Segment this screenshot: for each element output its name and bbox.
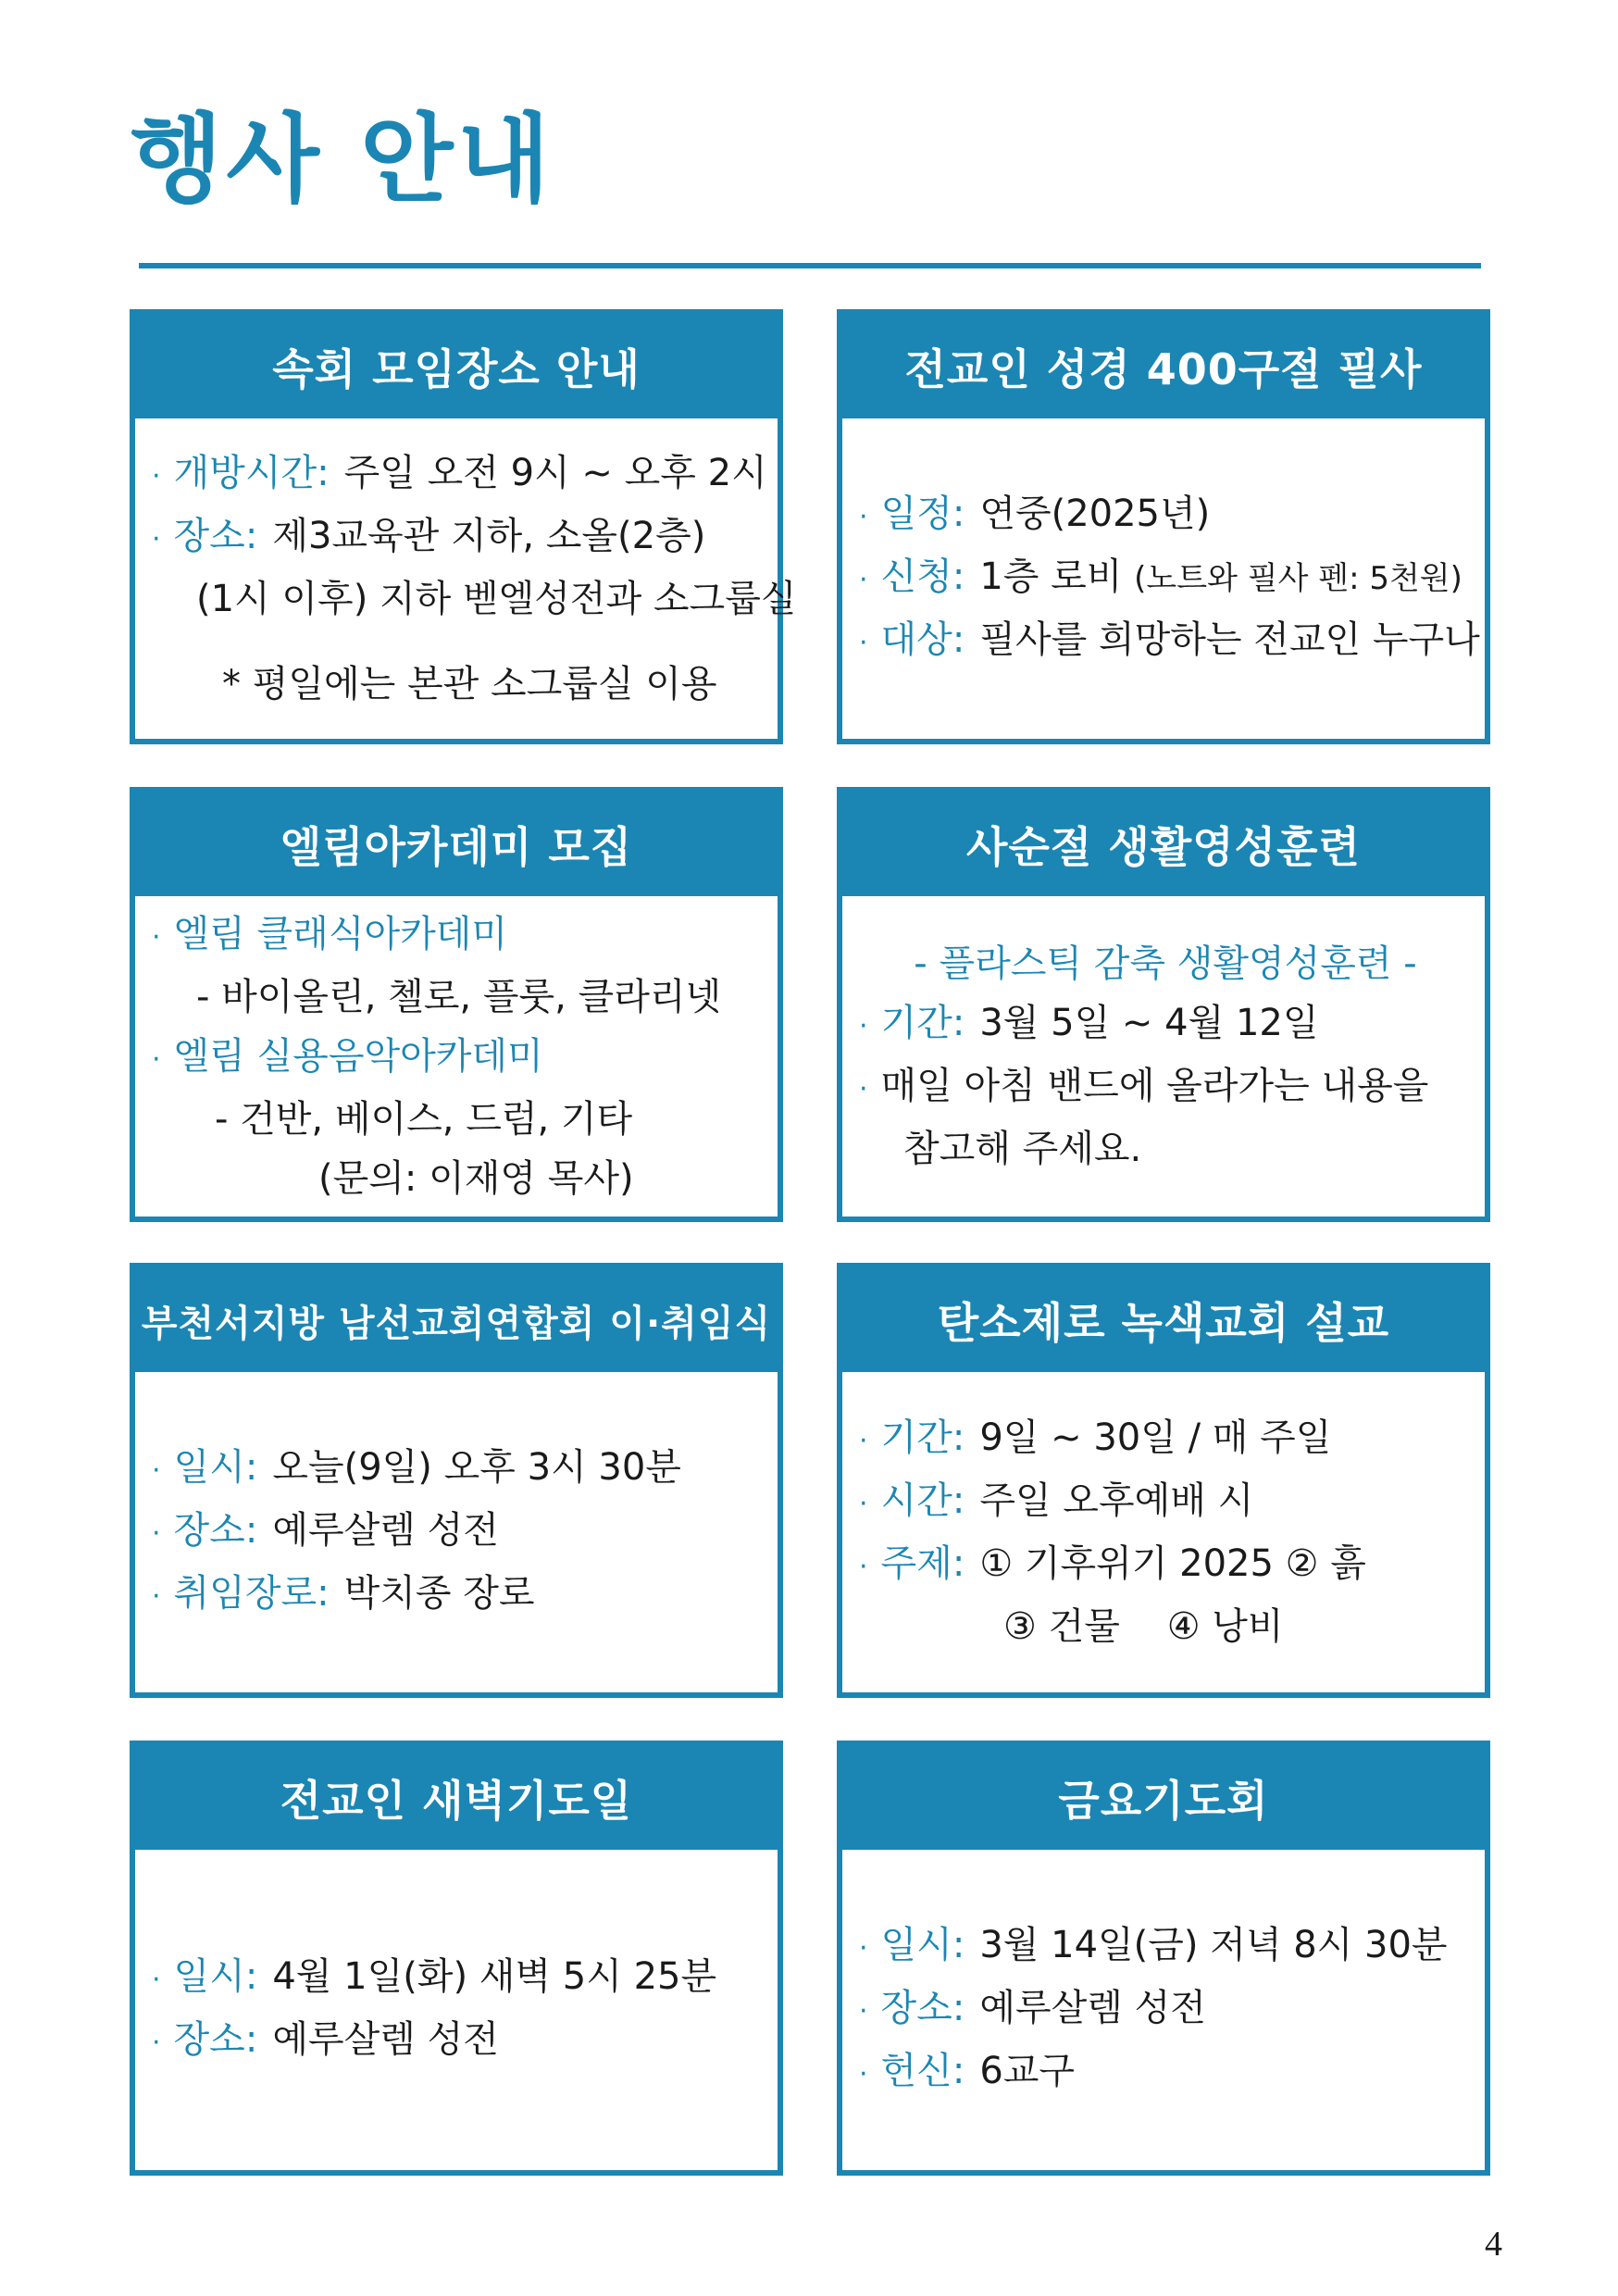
card-body <box>842 418 1485 739</box>
list-item-continuation: (1시 이후) 지하 벧엘성전과 소그룹실 <box>196 578 797 620</box>
item-label: 주제: <box>880 1542 965 1585</box>
bullet-icon: · <box>859 1932 868 1965</box>
list-item <box>859 2041 1472 2104</box>
bullet-icon: · <box>859 1010 868 1042</box>
bullet-icon: · <box>859 1073 868 1105</box>
list-item <box>152 1438 765 1501</box>
item-label: 신청: <box>880 555 965 598</box>
list-item <box>152 443 765 506</box>
card-academy <box>130 787 783 1222</box>
item-value: 주일 오후예배 시 <box>979 1479 1254 1522</box>
item-value: 3월 5일 ~ 4월 12일 <box>979 1002 1319 1044</box>
list-item-detail: - 건반, 베이스, 드럼, 기타 <box>215 1098 633 1141</box>
item-label: 개방시간: <box>173 452 330 494</box>
card-dawn-prayer <box>130 1741 783 2176</box>
card-body <box>135 896 778 1217</box>
card-body <box>842 1850 1485 2170</box>
contact-note: (문의: 이재영 목사) <box>318 1157 634 1200</box>
card-title: 탄소제로 녹색교회 설교 <box>842 1268 1485 1372</box>
bullet-icon: · <box>152 1580 161 1613</box>
bullet-icon: · <box>859 1488 868 1520</box>
card-body <box>135 418 797 739</box>
bullet-icon: · <box>152 921 161 954</box>
item-value: 매일 아침 밴드에 올라가는 내용을 <box>880 1065 1429 1107</box>
item-label: 엘림 클래식아카데미 <box>173 913 508 955</box>
item-label: 엘림 실용음악아카데미 <box>173 1035 543 1078</box>
card-installation <box>130 1263 783 1698</box>
card-title: 속회 모임장소 안내 <box>135 315 778 418</box>
bullet-icon: · <box>152 2027 161 2059</box>
bullet-icon: · <box>859 627 868 659</box>
item-label: 장소: <box>173 515 258 557</box>
bullet-icon: · <box>859 501 868 533</box>
list-item <box>152 905 765 967</box>
item-value: ① 기후위기 2025 ② 흙 <box>979 1542 1366 1585</box>
card-title: 전교인 성경 400구절 필사 <box>842 315 1485 418</box>
list-item <box>859 1408 1472 1471</box>
item-label: 헌신: <box>880 2050 965 2092</box>
bullet-icon: · <box>152 460 161 493</box>
list-item <box>859 1534 1472 1597</box>
list-item <box>859 484 1472 547</box>
bullet-icon: · <box>859 1551 868 1583</box>
card-title: 부천서지방 남선교회연합회 이·취임식 <box>135 1268 778 1372</box>
page-title: 행사 안내 <box>130 103 554 216</box>
list-item <box>859 1471 1472 1534</box>
list-item <box>152 2010 765 2073</box>
list-item <box>859 1915 1472 1978</box>
item-value: 연중(2025년) <box>979 493 1211 535</box>
item-value: 예루살렘 성전 <box>272 2018 499 2061</box>
item-label: 장소: <box>173 1509 258 1552</box>
card-body <box>135 1850 778 2170</box>
card-title: 엘림아카데미 모집 <box>135 792 778 896</box>
item-value: 3월 14일(금) 저녁 8시 30분 <box>979 1924 1448 1966</box>
page-number: 4 <box>1485 2225 1502 2264</box>
list-item <box>152 1501 765 1564</box>
card-subtitle: - 플라스틱 감축 생활영성훈련 - <box>914 942 1417 985</box>
card-lent-training <box>837 787 1490 1222</box>
item-label: 장소: <box>173 2018 258 2061</box>
list-item-continuation: ③ 건물 ④ 낭비 <box>1003 1605 1284 1648</box>
bullet-icon: · <box>859 1425 868 1457</box>
bullet-icon: · <box>152 1043 161 1076</box>
bullet-icon: · <box>859 1995 868 2028</box>
item-value: 박치종 장로 <box>343 1572 535 1615</box>
bullet-icon: · <box>859 2058 868 2090</box>
card-body <box>135 1372 778 1692</box>
item-value: 예루살렘 성전 <box>272 1509 499 1552</box>
item-note: (노트와 필사 펜: 5천원) <box>1134 560 1462 597</box>
item-label: 대상: <box>880 618 965 661</box>
card-title: 사순절 생활영성훈련 <box>842 792 1485 896</box>
item-value: 4월 1일(화) 새벽 5시 25분 <box>272 1955 717 1998</box>
title-divider <box>139 263 1481 268</box>
card-bible-copy <box>837 309 1490 744</box>
card-title: 전교인 새벽기도일 <box>135 1746 778 1850</box>
list-item <box>859 610 1480 673</box>
list-item <box>859 993 1472 1056</box>
list-item <box>152 1564 765 1627</box>
item-value: 필사를 희망하는 전교인 누구나 <box>979 618 1480 661</box>
card-title: 금요기도회 <box>842 1746 1485 1850</box>
card-carbon-zero <box>837 1263 1490 1698</box>
item-value: 6교구 <box>979 2050 1076 2092</box>
item-value: 예루살렘 성전 <box>979 1987 1206 2029</box>
note: * 평일에는 본관 소그룹실 이용 <box>222 663 717 705</box>
list-item <box>859 547 1472 610</box>
card-body <box>842 1372 1485 1692</box>
bullet-icon: · <box>152 1454 161 1487</box>
card-body <box>842 896 1485 1217</box>
list-item <box>152 1947 765 2010</box>
card-meeting-place <box>130 309 797 744</box>
item-label: 일시: <box>880 1924 965 1966</box>
bullet-icon: · <box>859 564 868 596</box>
item-value: 제3교육관 지하, 소올(2층) <box>272 515 706 557</box>
item-label: 기간: <box>880 1416 965 1459</box>
bullet-icon: · <box>152 1517 161 1550</box>
list-item <box>152 506 765 569</box>
list-item <box>152 1027 765 1090</box>
list-item <box>859 1978 1472 2041</box>
item-value: 9일 ~ 30일 / 매 주일 <box>979 1416 1332 1459</box>
list-item-detail: - 바이올린, 첼로, 플룻, 클라리넷 <box>196 976 722 1018</box>
bullet-icon: · <box>152 1964 161 1996</box>
item-label: 취임장로: <box>173 1572 330 1615</box>
list-item-continuation: 참고해 주세요. <box>903 1128 1142 1170</box>
bullet-icon: · <box>152 523 161 555</box>
item-label: 시간: <box>880 1479 965 1522</box>
item-label: 장소: <box>880 1987 965 2029</box>
item-label: 일정: <box>880 493 965 535</box>
item-value: 오늘(9일) 오후 3시 30분 <box>272 1446 681 1489</box>
list-item <box>859 1056 1472 1119</box>
item-label: 일시: <box>173 1446 258 1489</box>
card-friday-prayer <box>837 1741 1490 2176</box>
item-label: 일시: <box>173 1955 258 1998</box>
item-label: 기간: <box>880 1002 965 1044</box>
item-value: 주일 오전 9시 ~ 오후 2시 <box>343 452 767 494</box>
item-value: 1층 로비 <box>979 555 1123 598</box>
